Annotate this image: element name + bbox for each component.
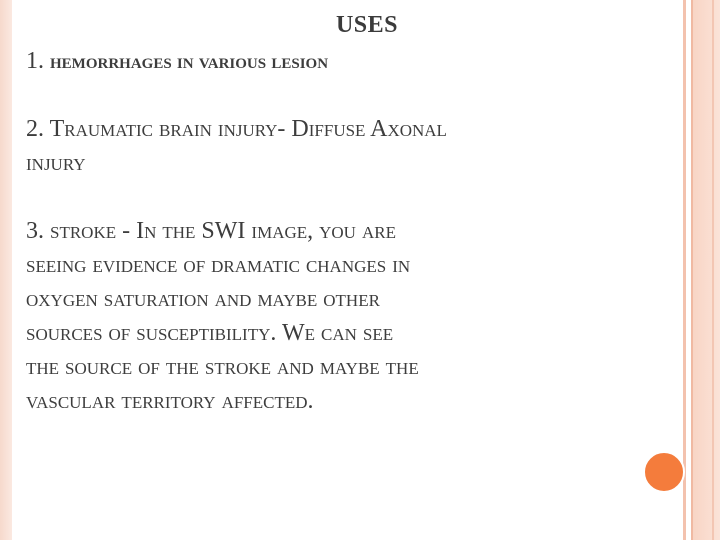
list-item-3 <box>26 214 666 418</box>
list-item-1 <box>26 44 666 78</box>
slide-content <box>26 44 666 418</box>
item-number: 3. <box>26 218 44 244</box>
item-number: 2. <box>26 116 44 142</box>
item-text: hemorrhages in various lesion <box>50 49 329 73</box>
item-text-line-1: stroke - In the SWI image, you are <box>50 218 396 244</box>
item-text-line-2: seeing evidence of dramatic changes in <box>26 252 411 278</box>
accent-circle-icon <box>643 451 685 493</box>
left-decorative-band <box>0 0 12 540</box>
item-text-line-1: Traumatic brain injury- Diffuse Axonal <box>49 116 447 142</box>
right-decorative-inner-line <box>712 0 714 540</box>
item-text-line-4: sources of susceptibility. We can see <box>26 320 394 346</box>
item-text-line-5: the source of the stroke and maybe the <box>26 354 419 380</box>
item-number: 1. <box>26 48 44 74</box>
spacer <box>26 180 666 214</box>
spacer <box>26 78 666 112</box>
right-decorative-line <box>683 0 686 540</box>
slide-title: USES <box>335 12 399 38</box>
item-text-line-6: vascular territory affected. <box>26 388 314 414</box>
list-item-2 <box>26 112 666 180</box>
item-text-line-3: oxygen saturation and maybe other <box>26 286 380 312</box>
right-decorative-band <box>691 0 720 540</box>
item-text-line-2: injury <box>26 150 86 176</box>
